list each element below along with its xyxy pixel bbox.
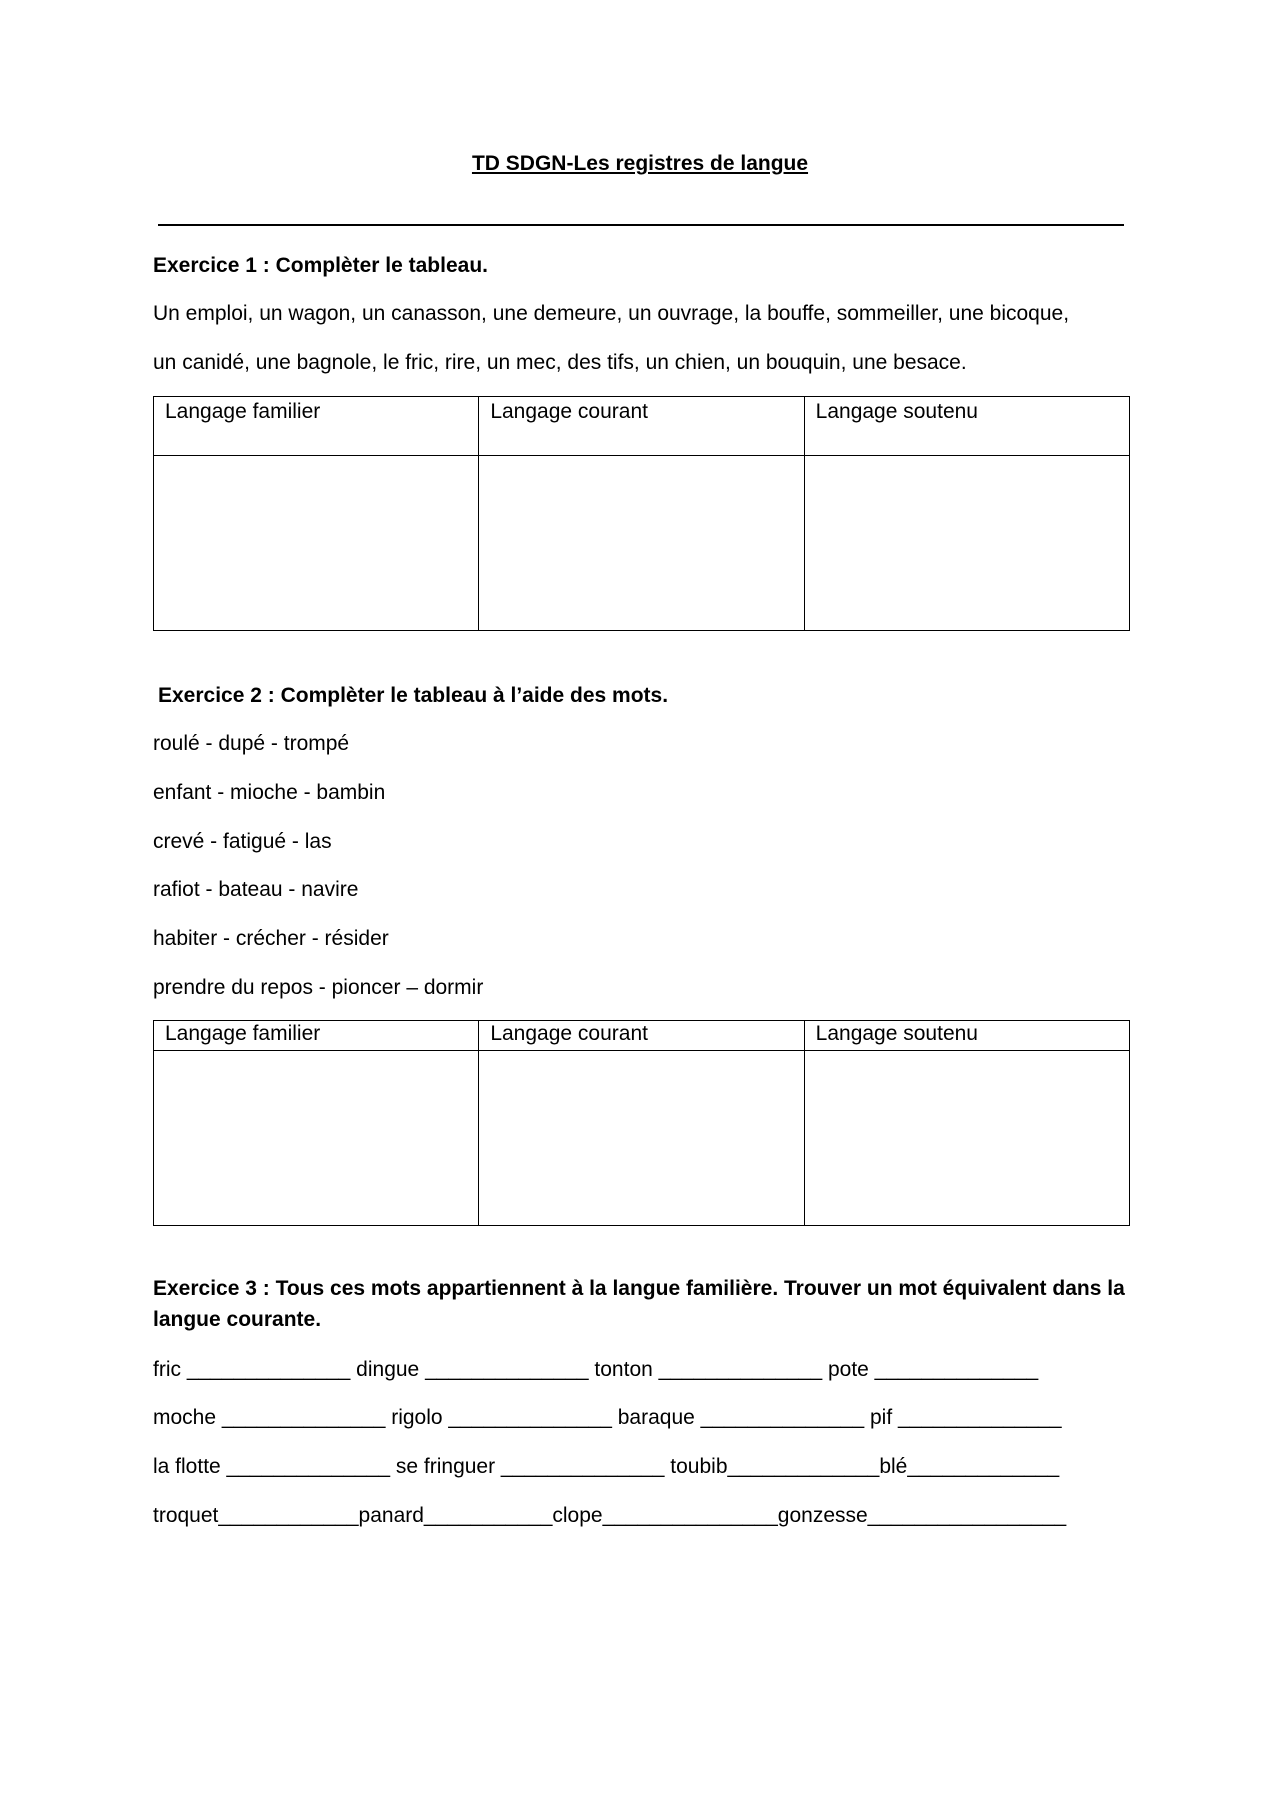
- exercise-2-words-line: crevé - fatigué - las: [153, 830, 332, 853]
- exercise-3-heading: Exercice 3 : Tous ces mots appartiennent à la langue familière. Trouver un mot équivalent dans la langue courante.: [153, 1277, 1125, 1331]
- exercise-2-words-line: enfant - mioche - bambin: [153, 781, 386, 804]
- exercise-1-words-line-1: Un emploi, un wagon, un canasson, une demeure, un ouvrage, la bouffe, sommeiller, une bicoque,: [153, 302, 1070, 325]
- exercise-3-fill-line[interactable]: moche ______________ rigolo ______________ baraque ______________ pif ______________: [153, 1406, 1062, 1429]
- exercise-1-table: [153, 396, 1130, 631]
- table-header-familier: Langage familier: [154, 397, 479, 456]
- table-cell-courant[interactable]: [479, 456, 804, 631]
- exercise-1-heading: Exercice 1 : Complèter le tableau.: [153, 254, 488, 277]
- exercise-1-words-line-2: un canidé, une bagnole, le fric, rire, un mec, des tifs, un chien, un bouquin, une besace.: [153, 351, 967, 374]
- exercise-2-words-line: rafiot - bateau - navire: [153, 878, 359, 901]
- table-header-soutenu: Langage soutenu: [804, 397, 1129, 456]
- exercise-2-heading: Exercice 2 : Complèter le tableau à l’aide des mots.: [158, 684, 669, 707]
- table-header-courant: Langage courant: [479, 1021, 804, 1051]
- page-title: TD SDGN-Les registres de langue: [471, 152, 809, 175]
- exercise-3-fill-line[interactable]: fric ______________ dingue ______________ tonton ______________ pote ______________: [153, 1358, 1039, 1381]
- exercise-3-fill-line[interactable]: troquet____________panard___________clope_______________gonzesse_________________: [153, 1504, 1067, 1527]
- table-header-courant: Langage courant: [479, 397, 804, 456]
- table-header-soutenu: Langage soutenu: [804, 1021, 1129, 1051]
- table-header-familier: Langage familier: [154, 1021, 479, 1051]
- table-cell-soutenu[interactable]: [804, 1051, 1129, 1226]
- title-divider: [158, 224, 1124, 226]
- table-cell-courant[interactable]: [479, 1051, 804, 1226]
- exercise-2-words-line: prendre du repos - pioncer – dormir: [153, 976, 484, 999]
- exercise-2-table: [153, 1020, 1130, 1226]
- exercise-3-fill-line[interactable]: la flotte ______________ se fringuer ______________ toubib_____________blé_____________: [153, 1455, 1060, 1478]
- table-cell-familier[interactable]: [154, 456, 479, 631]
- exercise-2-words-line: roulé - dupé - trompé: [153, 732, 350, 755]
- table-cell-familier[interactable]: [154, 1051, 479, 1226]
- exercise-2-words-line: habiter - crécher - résider: [153, 927, 389, 950]
- table-cell-soutenu[interactable]: [804, 456, 1129, 631]
